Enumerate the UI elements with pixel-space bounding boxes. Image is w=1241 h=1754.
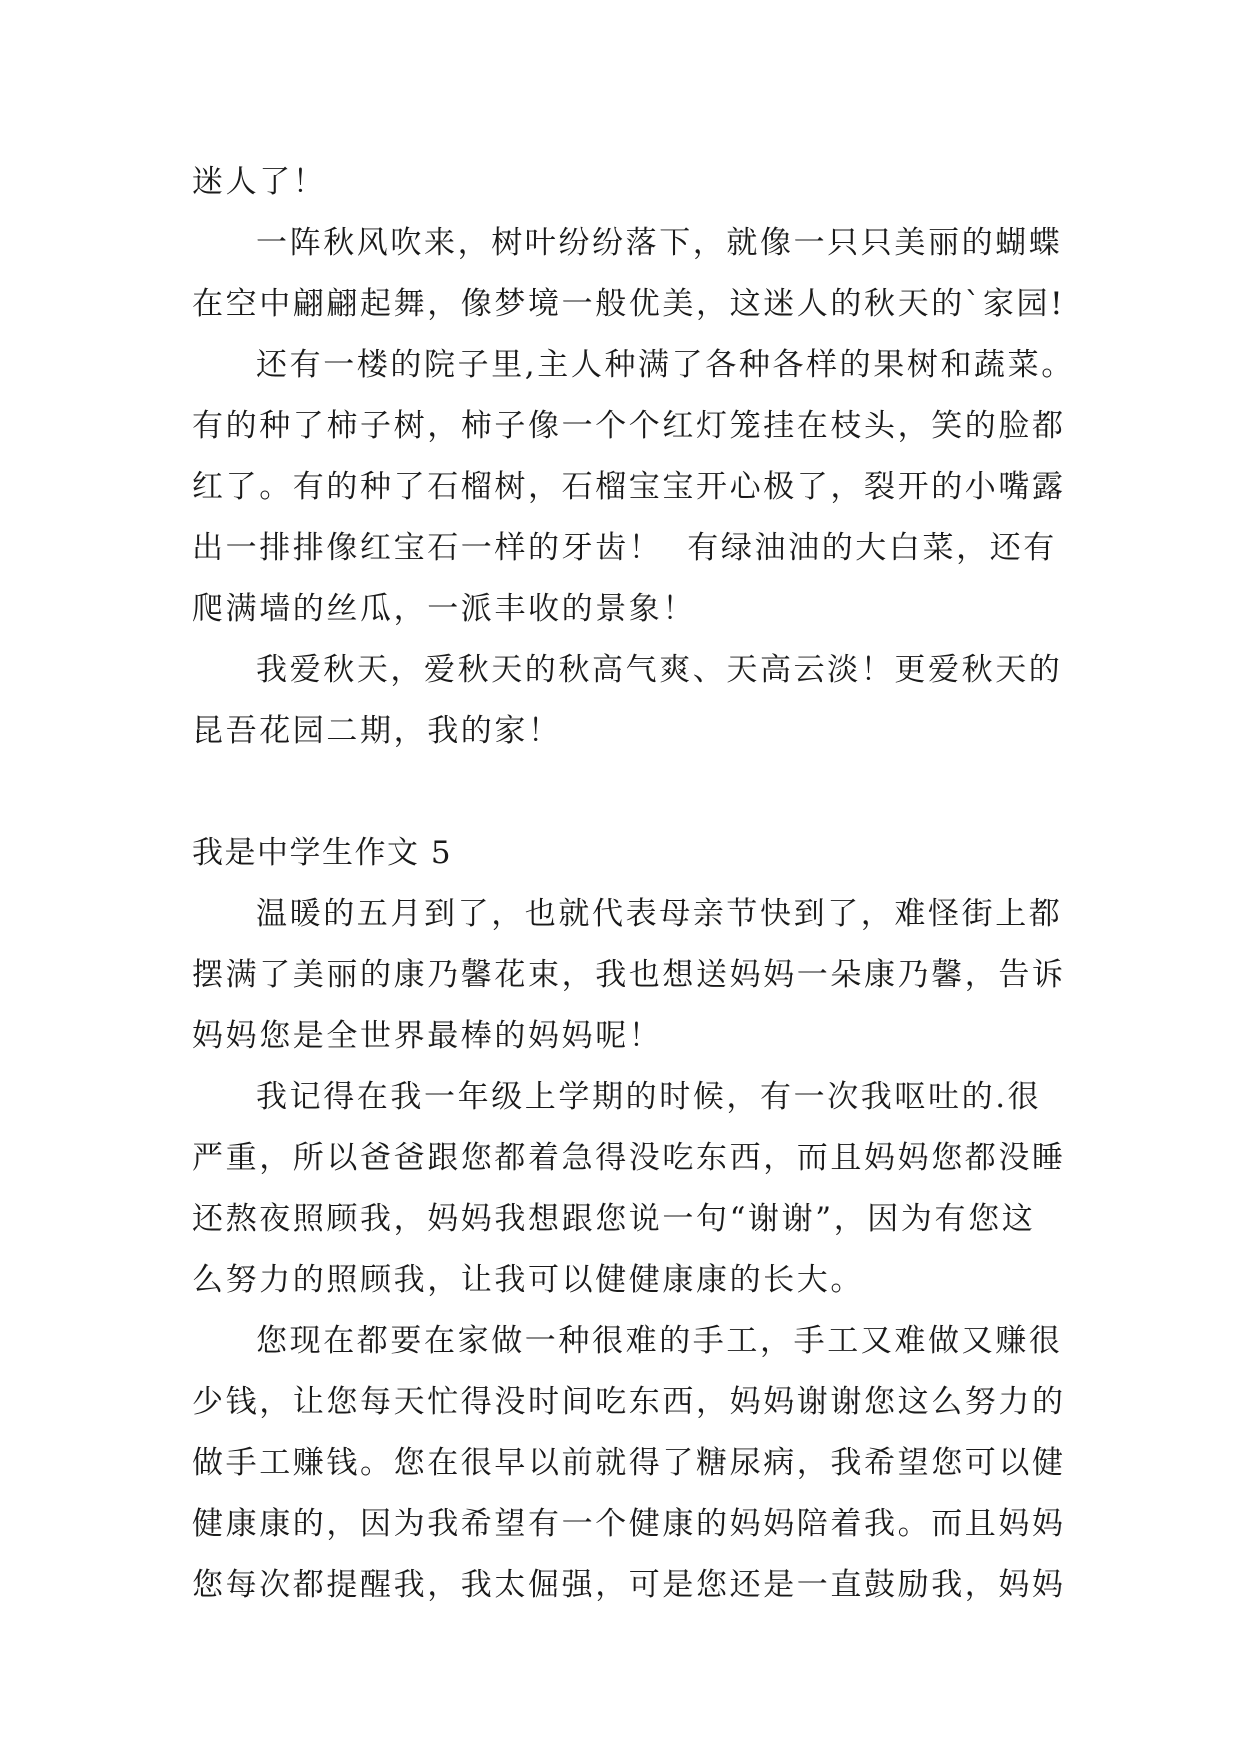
paragraph-start: 一阵秋风吹来，树叶纷纷落下，就像一只只美丽的蝴蝶 <box>256 225 1063 261</box>
paragraph-start: 还有一楼的院子里,主人种满了各种各样的果树和蔬菜。 <box>256 347 1075 383</box>
text-line: 健康康的，因为我希望有一个健康的妈妈陪着我。而且妈妈 <box>192 1506 1066 1542</box>
text-line: 妈妈您是全世界最棒的妈妈呢！ <box>192 1018 663 1054</box>
text-line: 有的种了柿子树，柿子像一个个红灯笼挂在枝头，笑的脸都 <box>192 408 1066 444</box>
document-body <box>192 152 1075 1616</box>
text-line: 在空中翩翩起舞，像梦境一般优美，这迷人的秋天的`家园! <box>192 286 1066 322</box>
section-title: 我是中学生作文 5 <box>192 835 453 871</box>
text-line: 迷人了！ <box>192 164 327 200</box>
section-spacer <box>192 762 1052 823</box>
text-line: 昆吾花园二期，我的家！ <box>192 713 562 749</box>
text-line: 还熬夜照顾我，妈妈我想跟您说一句“谢谢”，因为有您这 <box>192 1201 1036 1237</box>
text-line: 么努力的照顾我，让我可以健健康康的长大。 <box>192 1262 864 1298</box>
paragraph-start: 我记得在我一年级上学期的时候，有一次我呕吐的.很 <box>256 1079 1042 1115</box>
text-line: 出一排排像红宝石一样的牙齿！ 有绿油油的大白菜，还有 <box>192 530 1057 566</box>
paragraph-start: 您现在都要在家做一种很难的手工，手工又难做又赚很 <box>256 1323 1063 1359</box>
text-line: 红了。有的种了石榴树，石榴宝宝开心极了，裂开的小嘴露 <box>192 469 1066 505</box>
text-line: 做手工赚钱。您在很早以前就得了糖尿病，我希望您可以健 <box>192 1445 1066 1481</box>
text-line: 爬满墙的丝瓜，一派丰收的景象！ <box>192 591 696 627</box>
text-line: 严重，所以爸爸跟您都着急得没吃东西，而且妈妈您都没睡 <box>192 1140 1066 1176</box>
paragraph-start: 温暖的五月到了，也就代表母亲节快到了，难怪街上都 <box>256 896 1063 932</box>
text-line: 您每次都提醒我，我太倔强，可是您还是一直鼓励我，妈妈 <box>192 1567 1066 1603</box>
text-line: 摆满了美丽的康乃馨花束，我也想送妈妈一朵康乃馨，告诉 <box>192 957 1066 993</box>
paragraph-start: 我爱秋天，爱秋天的秋高气爽、天高云淡！更爱秋天的 <box>256 652 1063 688</box>
text-line: 少钱，让您每天忙得没时间吃东西，妈妈谢谢您这么努力的 <box>192 1384 1066 1420</box>
